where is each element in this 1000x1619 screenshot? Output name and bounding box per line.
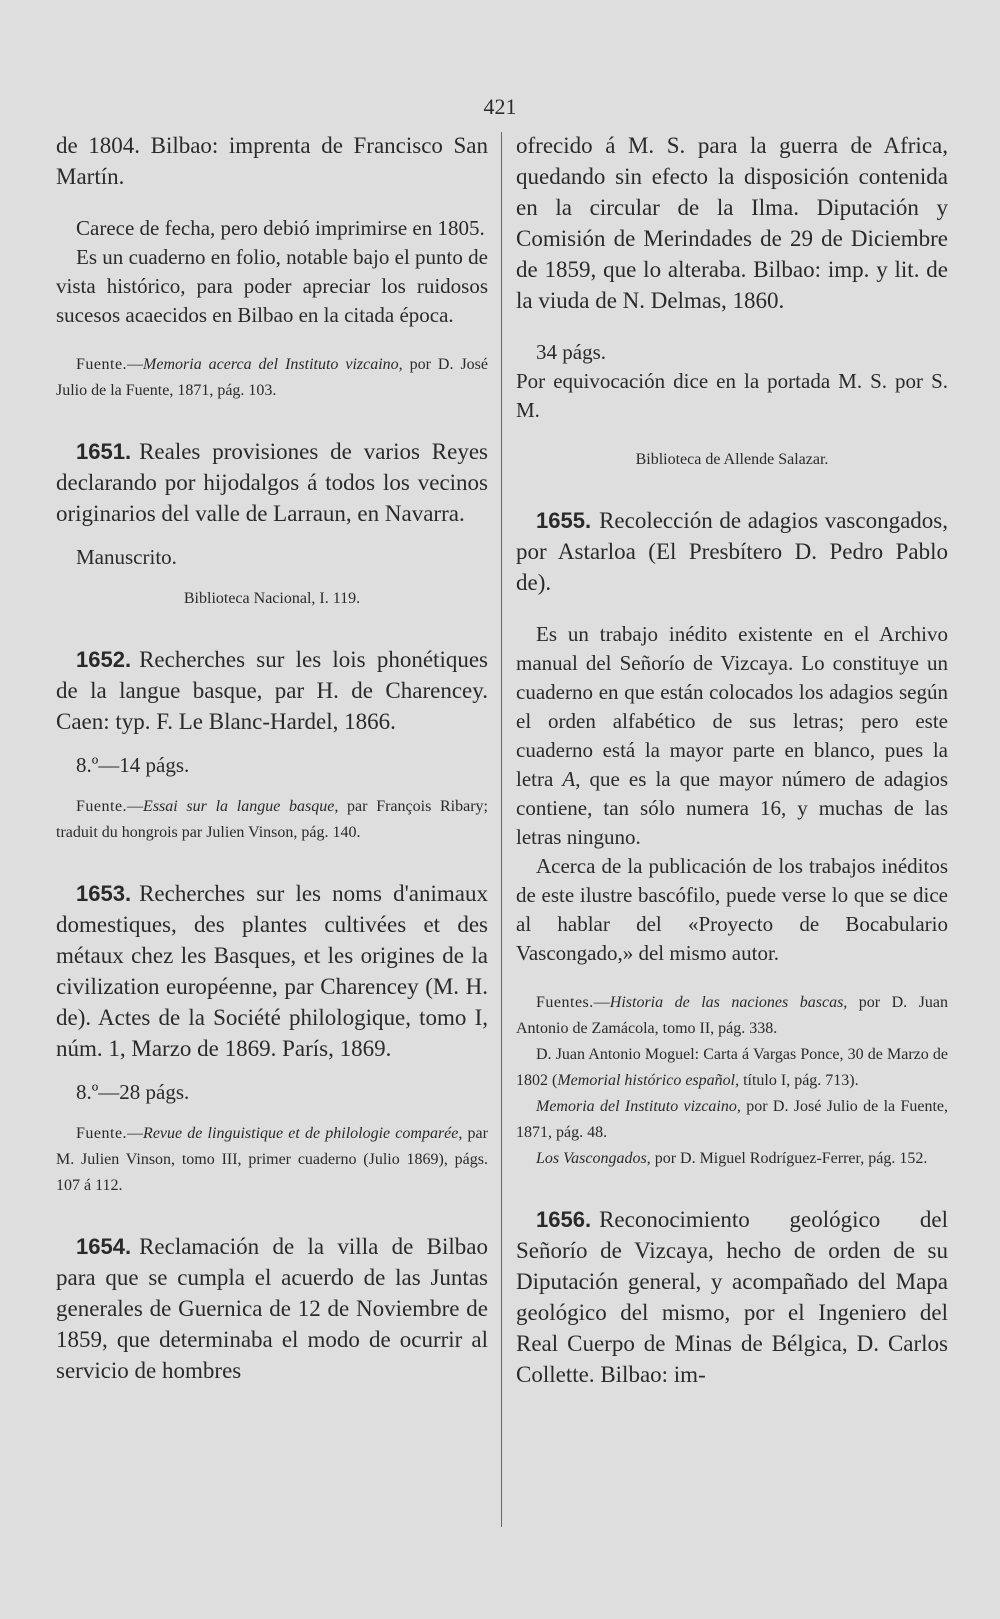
entry-number: 1651.	[76, 439, 132, 464]
entry-number: 1653.	[76, 881, 132, 906]
dash: —	[127, 798, 144, 815]
source-details: por D. José Julio de la Fuente, 1871, pág. 48.	[516, 1098, 949, 1141]
entry-number: 1652.	[76, 647, 132, 672]
library-location: Biblioteca Nacional, I. 119.	[183, 590, 361, 607]
right-column	[516, 130, 948, 1390]
source-title: Memorial histórico español,	[557, 1072, 740, 1089]
source-label: Fuente.	[76, 356, 128, 373]
dash: —	[127, 1125, 144, 1142]
catalog-entry-1651	[56, 436, 488, 529]
entry-note: Por equivocación dice en la portada M. S. por S. M.	[516, 369, 948, 422]
source-title: Los Vascongados,	[536, 1150, 651, 1167]
source-label: Fuente.	[76, 1125, 128, 1142]
entry-title: Recherches sur les noms d'animaux domestiques, des plantes cultivées et des métaux chez les Basques, et les origines de la civilization européenne, par Charencey (M. H. de). Actes de la Société philologique, tomo I, núm. 1, Marzo de 1869. París, 1869.	[56, 881, 488, 1061]
catalog-entry-1654	[56, 1231, 488, 1386]
source-details: título I, pág. 713).	[739, 1072, 859, 1089]
source-citation	[516, 1042, 948, 1094]
note-paragraph: Es un cuaderno en folio, notable bajo el punto de vista histórico, para poder apreciar los ruidosos sucesos acaecidos en Bilbao en la citada época.	[56, 245, 488, 327]
source-title: Essai sur la langue basque,	[143, 798, 339, 815]
source-title: Revue de linguistique et de philologie comparée,	[143, 1125, 463, 1142]
source-label: Fuentes.	[536, 994, 594, 1011]
note-paragraph: Acerca de la publicación de los trabajos inéditos de este ilustre bascófilo, puede verse lo que se dice al hablar del «Proyecto de Bocabulario Vascongado,» del mismo autor.	[516, 854, 948, 965]
entry-note: 8.º—14 págs.	[76, 753, 190, 777]
continued-entry-text: de 1804. Bilbao: imprenta de Francisco San Martín.	[56, 133, 488, 189]
column-divider	[501, 132, 502, 1527]
entry-title: Reales provisiones de varios Reyes declarando por hijodalgos á todos los vecinos originarios del valle de Larraun, en Navarra.	[56, 439, 488, 526]
dash: —	[593, 994, 610, 1011]
dash: —	[127, 356, 144, 373]
entry-title: Reconocimiento geológico del Señorío de Vizcaya, hecho de orden de su Diputación general, y acompañado del Mapa geológico del mismo, por el Ingeniero del Real Cuerpo de Minas de Bélgica, D. Carlos Collette. Bilbao: im-	[516, 1207, 948, 1387]
source-citation	[56, 352, 488, 404]
source-details: por D. Miguel Rodríguez-Ferrer, pág. 152.	[650, 1150, 928, 1167]
note-paragraph: Carece de fecha, pero debió imprimirse en 1805.	[76, 216, 485, 240]
page-number: 421	[483, 94, 517, 119]
source-title: Memoria acerca del Instituto vizcaino,	[143, 356, 403, 373]
catalog-entry-1653	[56, 878, 488, 1064]
source-citation	[516, 990, 948, 1042]
note-text: , que es la que mayor número de adagios contiene, tan sólo numera 16, y muchas de las letras ninguno.	[516, 767, 948, 849]
source-details: par François Ribary; traduit du hongrois par Julien Vinson, pág. 140.	[56, 798, 488, 841]
note-paragraph	[516, 620, 948, 852]
source-details: D. Juan Antonio Moguel: Carta á Vargas Ponce, 30 de Marzo de 1802 (	[516, 1046, 948, 1089]
source-citation	[56, 1121, 488, 1199]
left-column	[56, 130, 488, 1386]
source-title: Memoria del Instituto vizcaino,	[536, 1098, 741, 1115]
entry-note: 34 págs.	[536, 340, 606, 364]
continued-entry-text: ofrecido á M. S. para la guerra de Africa, quedando sin efecto la disposición contenida en la circular de la Ilma. Diputación y Comisión de Merindades de 29 de Diciembre de 1859, que lo alteraba. Bilbao: imp. y lit. de la viuda de N. Delmas, 1860.	[516, 133, 948, 313]
source-citation	[516, 1146, 948, 1172]
source-citation	[516, 1094, 948, 1146]
source-details: por D. Juan Antonio de Zamácola, tomo II, pág. 338.	[516, 994, 949, 1037]
source-title: Historia de las naciones bascas,	[609, 994, 848, 1011]
entry-title: Recolección de adagios vascongados, por Astarloa (El Presbítero D. Pedro Pablo de).	[516, 508, 948, 595]
catalog-entry-1652	[56, 644, 488, 737]
entry-note: 8.º—28 págs.	[76, 1080, 190, 1104]
entry-number: 1654.	[76, 1234, 132, 1259]
letter-reference: A	[562, 767, 576, 791]
entry-title: Recherches sur les lois phonétiques de la langue basque, par H. de Charencey. Caen: typ. F. Le Blanc-Hardel, 1866.	[56, 647, 488, 734]
entry-note: Manuscrito.	[76, 545, 177, 569]
note-text: Es un trabajo inédito existente en el Archivo manual del Señorío de Vizcaya. Lo constituye un cuaderno en que están colocados los adagios según el orden alfabético de sus letras; pero este cuaderno está la mayor parte en blanco, pues la letra	[516, 622, 948, 791]
source-details: par M. Julien Vinson, tomo III, primer cuaderno (Julio 1869), págs. 107 á 112.	[56, 1125, 488, 1194]
source-label: Fuente.	[76, 798, 128, 815]
entry-title: Reclamación de la villa de Bilbao para que se cumpla el acuerdo de las Juntas generales de Guernica de 12 de Noviembre de 1859, que determinaba el modo de ocurrir al servicio de hombres	[56, 1234, 488, 1383]
entry-number: 1656.	[536, 1207, 592, 1232]
source-details: por D. José Julio de la Fuente, 1871, pág. 103.	[56, 356, 489, 399]
catalog-entry-1655	[516, 505, 948, 598]
library-location: Biblioteca de Allende Salazar.	[635, 451, 829, 468]
source-citation	[56, 794, 488, 846]
catalog-entry-1656	[516, 1204, 948, 1390]
entry-number: 1655.	[536, 508, 592, 533]
